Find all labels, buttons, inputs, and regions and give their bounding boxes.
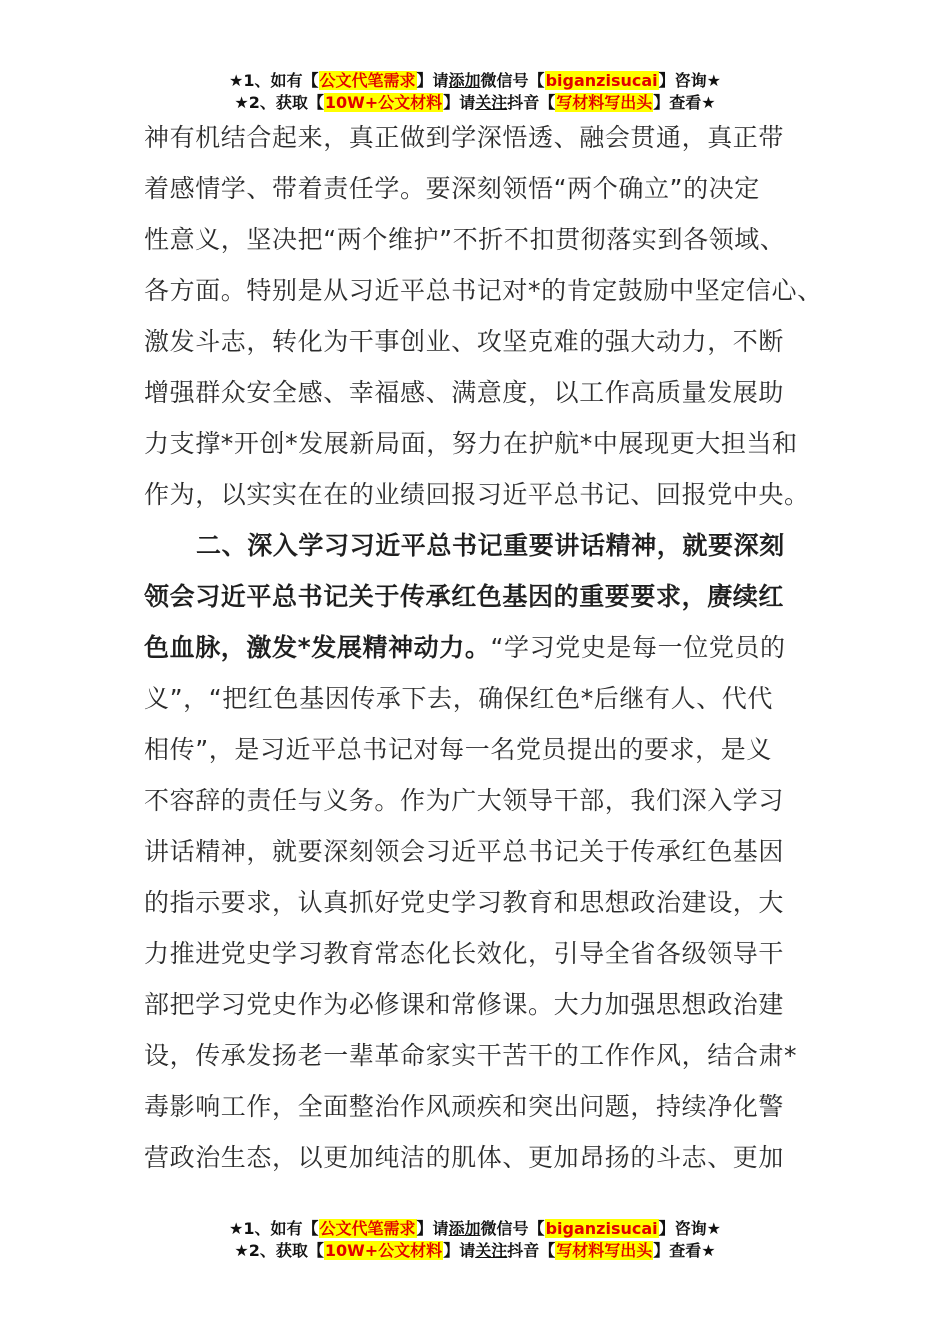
promo-text: 】咨询★: [658, 71, 721, 90]
promo-highlight: 10W+公文材料: [324, 1241, 443, 1260]
body-line: 力推进党史学习教育常态化长效化，引导全省各级领导干: [144, 939, 785, 968]
body-line: 毒影响工作，全面整治作风顽疾和突出问题，持续净化警: [144, 1092, 785, 1121]
promo-text: 抖音【: [507, 1241, 556, 1260]
promo-underline: 关注: [475, 93, 508, 112]
promo-text: ★1、如有【: [229, 71, 319, 90]
body-line: 部把学习党史作为必修课和常修课。大力加强思想政治建: [144, 990, 785, 1019]
section-heading-mixed-line: [144, 622, 812, 673]
top-promo-banner: [0, 70, 950, 114]
body-line: 性意义，坚决把“两个维护”不折不扣贯彻落实到各领域、: [144, 225, 786, 254]
promo-text: 】查看★: [653, 93, 716, 112]
promo-text: ★2、获取【: [234, 93, 324, 112]
body-line: 讲话精神，就要深刻领会习近平总书记关于传承红色基因: [144, 837, 785, 866]
promo-text: 微信号【: [480, 1219, 545, 1238]
promo-text: 】请: [443, 1241, 476, 1260]
promo-text: ★1、如有【: [229, 1219, 319, 1238]
promo-text: 】请: [416, 71, 449, 90]
body-line: 增强群众安全感、幸福感、满意度，以工作高质量发展助: [144, 378, 785, 407]
body-line: 着感情学、带着责任学。要深刻领悟“两个确立”的决定: [144, 174, 760, 203]
promo-text: ★2、获取【: [234, 1241, 324, 1260]
promo-text: 】查看★: [653, 1241, 716, 1260]
body-line: 激发斗志，转化为干事创业、攻坚克难的强大动力，不断: [144, 327, 785, 356]
promo-highlight: 10W+公文材料: [324, 93, 443, 112]
section-body-start: “学习党史是每一位党员的: [490, 633, 786, 662]
promo-line-1: [0, 1218, 950, 1240]
bottom-promo-banner: [0, 1218, 950, 1262]
body-line: 的指示要求，认真抓好党史学习教育和思想政治建设，大: [144, 888, 785, 917]
promo-highlight: biganzisucai: [545, 1219, 658, 1238]
promo-text: 】咨询★: [658, 1219, 721, 1238]
document-body: [144, 112, 823, 1183]
promo-underline: 关注: [475, 1241, 508, 1260]
promo-line-1: [0, 70, 950, 92]
body-line: 不容辞的责任与义务。作为广大领导干部，我们深入学习: [144, 786, 785, 815]
promo-highlight: 写材料写出头: [556, 93, 653, 112]
body-line: 力支撑*开创*发展新局面，努力在护航*中展现更大担当和: [144, 429, 798, 458]
body-line: 各方面。特别是从习近平总书记对*的肯定鼓励中坚定信心、: [144, 276, 823, 305]
body-line: 营政治生态，以更加纯洁的肌体、更加昂扬的斗志、更加: [144, 1143, 785, 1172]
section-heading-line: 领会习近平总书记关于传承红色基因的重要要求，赓续红: [144, 582, 785, 611]
promo-highlight: biganzisucai: [545, 71, 658, 90]
promo-line-2: [0, 1240, 950, 1262]
body-line: 设，传承发扬老一辈革命家实干苦干的工作作风，结合肃*: [144, 1041, 798, 1070]
promo-highlight: 公文代笔需求: [319, 71, 416, 90]
promo-highlight: 公文代笔需求: [319, 1219, 416, 1238]
body-line: 义”，“把红色基因传承下去，确保红色*后继有人、代代: [144, 684, 774, 713]
promo-text: 抖音【: [507, 93, 556, 112]
promo-text: 】请: [416, 1219, 449, 1238]
body-line: 相传”，是习近平总书记对每一名党员提出的要求，是义: [144, 735, 772, 764]
promo-text: 微信号【: [480, 71, 545, 90]
promo-text: 】请: [443, 93, 476, 112]
promo-line-2: [0, 92, 950, 114]
section-heading-end: 色血脉，激发*发展精神动力。: [144, 633, 491, 662]
section-heading-line: 二、深入学习习近平总书记重要讲话精神，就要深刻: [196, 531, 785, 560]
promo-highlight: 写材料写出头: [556, 1241, 653, 1260]
body-line: 神有机结合起来，真正做到学深悟透、融会贯通，真正带: [144, 123, 785, 152]
promo-underline: 添加: [448, 1219, 481, 1238]
promo-underline: 添加: [448, 71, 481, 90]
body-line: 作为，以实实在在的业绩回报习近平总书记、回报党中央。: [144, 480, 810, 509]
